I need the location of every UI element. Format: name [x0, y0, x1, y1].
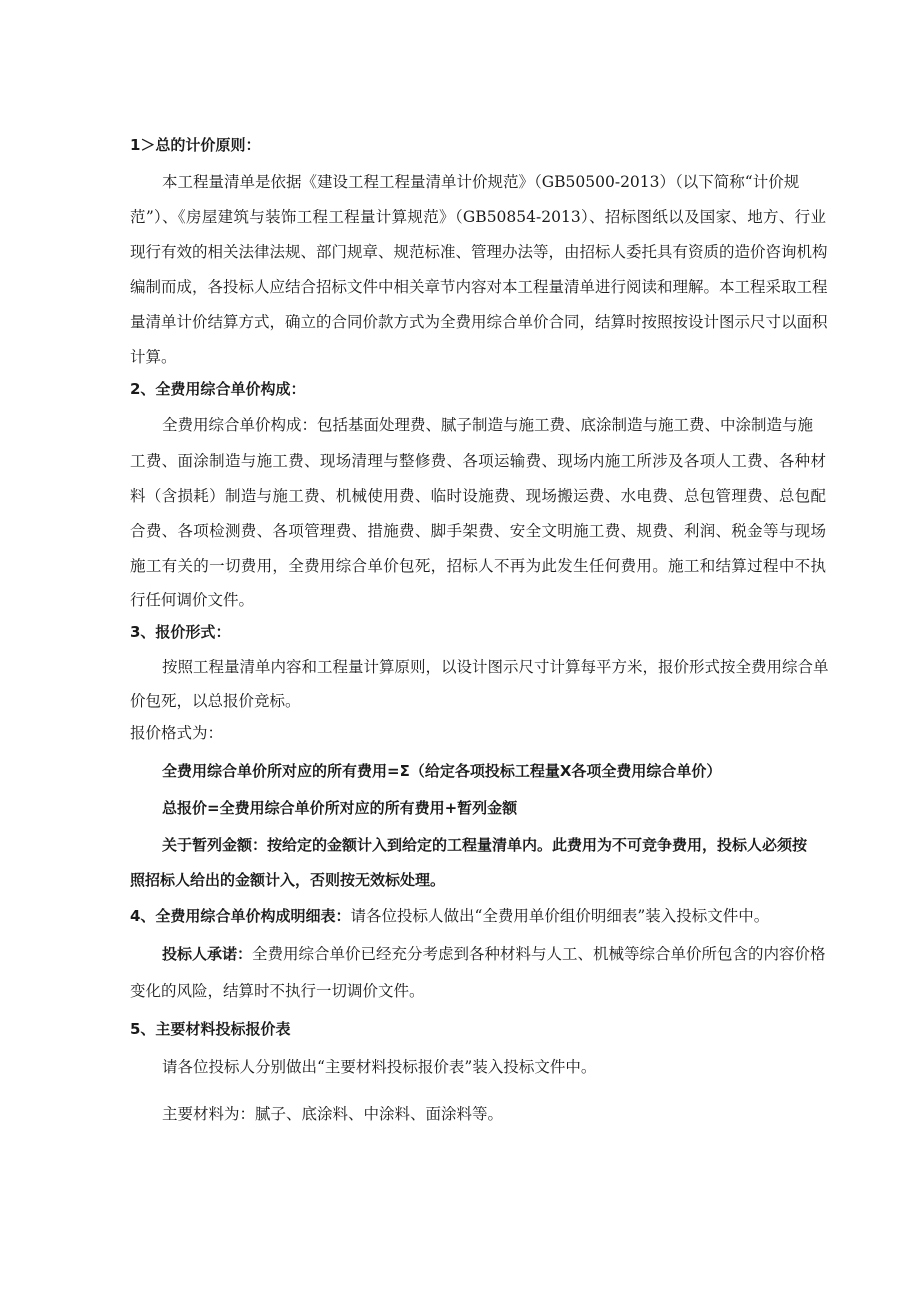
promise-line-2: 变化的风险，结算时不执行一切调价文件。	[130, 982, 425, 1000]
promise-line-1	[162, 943, 826, 965]
promise-label: 投标人承诺：	[162, 945, 253, 963]
section-1-line-3: 现行有效的相关法律法规、部门规章、规范标准、管理办法等，由招标人委托具有资质的造价咨询机构	[130, 243, 828, 261]
section-4-heading: 4、全费用综合单价构成明细表：	[130, 907, 351, 925]
section-4-heading-line	[130, 905, 769, 927]
section-3-heading: 3、报价形式：	[130, 623, 231, 641]
section-5-line-1: 请各位投标人分别做出“主要材料投标报价表”装入投标文件中。	[162, 1058, 597, 1076]
section-3-line-1: 按照工程量清单内容和工程量计算原则，以设计图示尺寸计算每平方米，报价形式按全费用综合单	[162, 658, 829, 676]
formula-total-cost: 全费用综合单价所对应的所有费用=Σ（给定各项投标工程量X各项全费用综合单价）	[162, 762, 722, 780]
section-2-line-4: 合费、各项检测费、各项管理费、措施费、脚手架费、安全文明施工费、规费、利润、税金等与现场	[130, 522, 826, 540]
section-2-line-1: 全费用综合单价构成：包括基面处理费、腻子制造与施工费、底涂制造与施工费、中涂制造与施	[162, 416, 814, 434]
formula-total-quote: 总报价=全费用综合单价所对应的所有费用+暂列金额	[162, 799, 518, 817]
section-2-heading: 2、全费用综合单价构成：	[130, 380, 306, 398]
section-5-line-2: 主要材料为：腻子、底涂料、中涂料、面涂料等。	[162, 1105, 504, 1123]
section-5-heading: 5、主要材料投标报价表	[130, 1020, 291, 1038]
format-label: 报价格式为：	[130, 724, 224, 742]
promise-text: 全费用综合单价已经充分考虑到各种材料与人工、机械等综合单价所包含的内容价格	[252, 945, 826, 963]
section-1-line-5: 量清单计价结算方式，确立的合同价款方式为全费用综合单价合同，结算时按照按设计图示尺寸以面积	[130, 313, 828, 331]
section-1-line-4: 编制而成，各投标人应结合招标文件中相关章节内容对本工程量清单进行阅读和理解。本工程采取工程	[130, 278, 828, 296]
section-4-heading-text: 请各位投标人做出“全费用单价组价明细表”装入投标文件中。	[350, 907, 770, 925]
section-2-line-6: 行任何调价文件。	[130, 591, 255, 609]
provisional-sum-note-line-2: 照招标人给出的金额计入，否则按无效标处理。	[130, 871, 446, 889]
section-2-line-5: 施工有关的一切费用，全费用综合单价包死，招标人不再为此发生任何费用。施工和结算过程中不执	[130, 557, 826, 575]
section-1-line-2: 范”）、《房屋建筑与装饰工程工程量计算规范》（GB50854-2013）、招标图纸以及国家、地方、行业	[130, 208, 826, 226]
section-2-line-2: 工费、面涂制造与施工费、现场清理与整修费、各项运输费、现场内施工所涉及各项人工费、各种材	[130, 452, 826, 470]
section-1-line-1: 本工程量清单是依据《建设工程工程量清单计价规范》（GB50500-2013）（以下简称“计价规	[162, 173, 800, 191]
provisional-sum-note-line-1: 关于暂列金额：按给定的金额计入到给定的工程量清单内。此费用为不可竞争费用，投标人必须按	[162, 836, 808, 854]
section-3-line-2: 价包死，以总报价竞标。	[130, 692, 301, 710]
section-1-line-6: 计算。	[130, 348, 177, 366]
section-2-line-3: 料（含损耗）制造与施工费、机械使用费、临时设施费、现场搬运费、水电费、总包管理费、总包配	[130, 487, 826, 505]
section-1-heading: 1＞总的计价原则：	[130, 136, 261, 154]
